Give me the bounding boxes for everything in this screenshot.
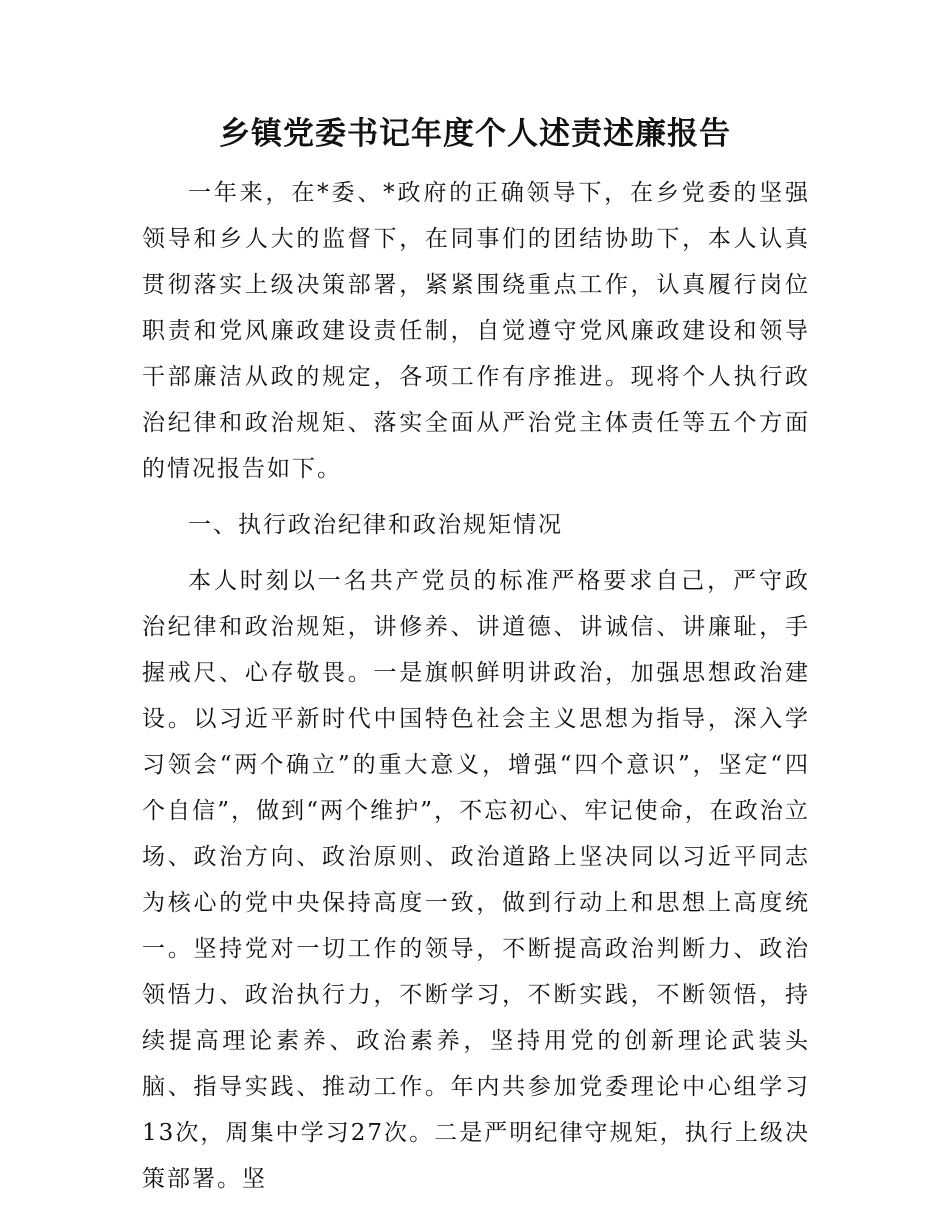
document-body <box>142 170 810 1202</box>
section-heading: 一、执行政治纪律和政治规矩情况 <box>188 512 563 538</box>
section-paragraph: 本人时刻以一名共产党员的标准严格要求自己，严守政治纪律和政治规矩，讲修养、讲道德、讲诚信、讲廉耻，手握戒尺、心存敬畏。一是旗帜鲜明讲政治，加强思想政治建设。以习近平新时代中国特色社会主义思想为指导，深入学习领会“两个确立”的重大意义，增强“四个意识”，坚定“四个自信”，做到“两个维护”，不忘初心、牢记使命，在政治立场、政治方向、政治原则、政治道路上坚决同以习近平同志为核心的党中央保持高度一致，做到行动上和思想上高度统一。坚持党对一切工作的领导，不断提高政治判断力、政治领悟力、政治执行力，不断学习，不断实践，不断领悟，持续提高理论素养、政治素养，坚持用党的创新理论武装头脑、指导实践、推动工作。年内共参加党委理论中心组学习13次，周集中学习27次。二是严明纪律守规矩，执行上级决策部署。坚 <box>142 568 810 1192</box>
document-title: 乡镇党委书记年度个人述责述廉报告 <box>219 116 731 152</box>
intro-paragraph: 一年来，在*委、*政府的正确领导下，在乡党委的坚强领导和乡人大的监督下，在同事们的团结协助下，本人认真贯彻落实上级决策部署，紧紧围绕重点工作，认真履行岗位职责和党风廉政建设责任制，自觉遵守党风廉政建设和领导干部廉洁从政的规定，各项工作有序推进。现将个人执行政治纪律和政治规矩、落实全面从严治党主体责任等五个方面的情况报告如下。 <box>142 180 810 482</box>
